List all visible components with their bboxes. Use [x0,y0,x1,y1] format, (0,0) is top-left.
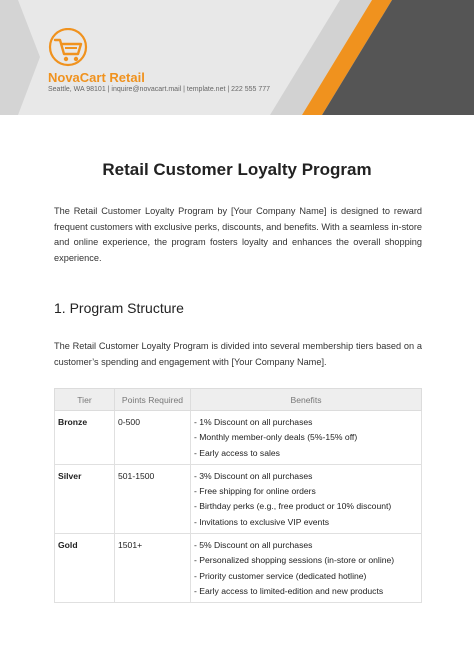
points-cell: 501-1500 [115,464,191,533]
benefits-cell [191,464,422,533]
contact-line: Seattle, WA 98101 | inquire@novacart.mail | template.net | 222 555 777 [48,86,271,93]
section-paragraph: The Retail Customer Loyalty Program is divided into several membership tiers based on a customer’s spending and engagement with [Your Company Name]. [54,341,422,367]
benefit-item: - Priority customer service (dedicated hotline) [194,570,367,581]
tier-cell: Gold [55,534,115,603]
benefit-item: - Early access to sales [194,447,280,458]
benefit-item: - Early access to limited-edition and new products [194,585,384,596]
column-header-points: Points Required [115,389,191,411]
benefit-item: - 5% Discount on all purchases [194,540,313,551]
points-cell: 0-500 [115,411,191,465]
benefit-item: - Free shipping for online orders [194,486,316,497]
column-header-tier: Tier [55,389,115,411]
benefits-cell [191,411,422,465]
benefit-item: - Personalized shopping sessions (in-store or online) [194,555,395,566]
table-row [55,464,422,533]
column-header-benefits: Benefits [191,389,422,411]
intro-paragraph: The Retail Customer Loyalty Program by [Your Company Name] is designed to reward frequent customers with exclusive perks, discounts, and benefits. With a seamless in-store and online experience, the program fosters loyalty and enhances the overall shopping experience. [54,206,422,263]
table-row [55,534,422,603]
benefit-item: - 3% Discount on all purchases [194,470,313,481]
points-cell: 1501+ [115,534,191,603]
benefit-item: - Invitations to exclusive VIP events [194,516,330,527]
page-title: Retail Customer Loyalty Program [102,160,372,179]
table-row [55,411,422,465]
table-header-row [55,389,422,411]
tier-table [54,388,422,603]
benefits-cell [191,534,422,603]
benefit-item: - Birthday perks (e.g., free product or 10% discount) [194,501,392,512]
benefit-item: - 1% Discount on all purchases [194,417,313,427]
benefit-item: - Monthly member-only deals (5%-15% off) [194,432,358,443]
cart-logo-icon [46,28,92,68]
section-heading: 1. Program Structure [54,300,184,316]
brand-name: NovaCart Retail [48,70,145,85]
document-header [0,0,474,115]
tier-cell: Bronze [55,411,115,465]
tier-cell: Silver [55,464,115,533]
